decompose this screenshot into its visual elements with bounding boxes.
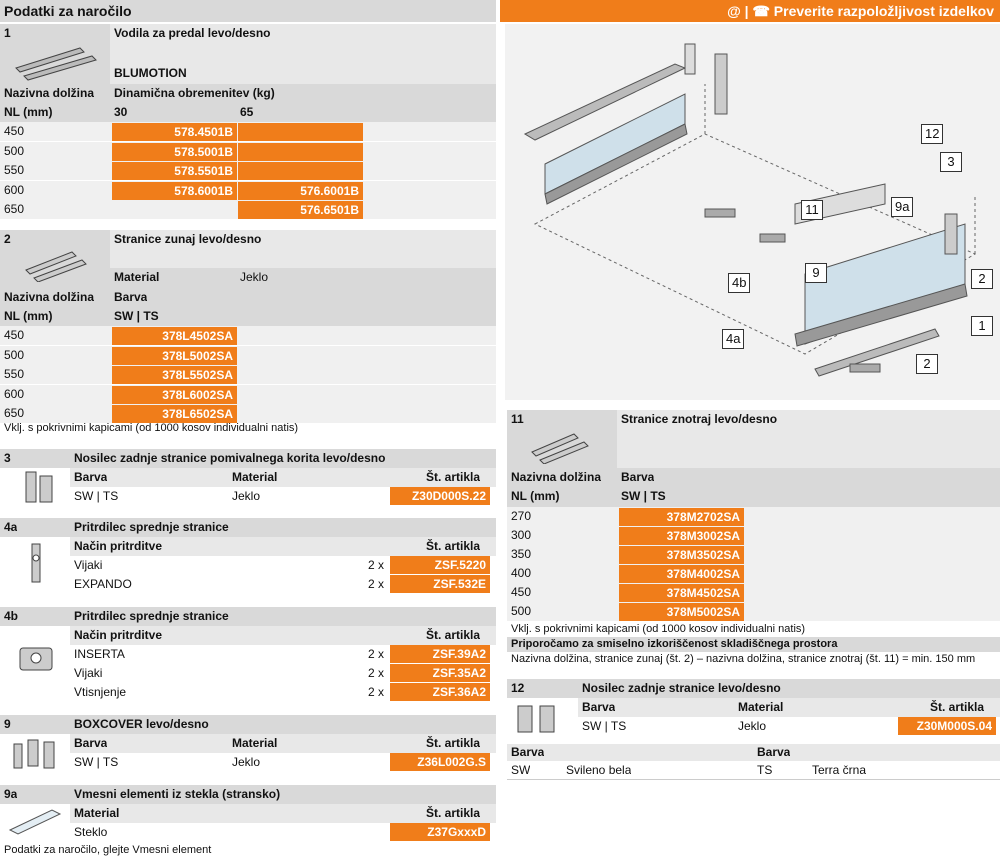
article-number[interactable]: ZSF.36A2 — [390, 683, 490, 701]
col-article: Št. artikla — [426, 539, 481, 553]
section-number: 12 — [511, 681, 525, 695]
section-number: 9a — [4, 787, 18, 801]
nl-value: 650 — [4, 202, 25, 216]
legend-code: SW — [511, 763, 531, 777]
nl-value: 350 — [511, 547, 532, 561]
article-number[interactable]: Z37GxxxD — [390, 823, 490, 841]
article-number[interactable]: ZSF.35A2 — [390, 664, 490, 682]
col-color: Barva — [114, 290, 148, 304]
quantity: 2 x — [368, 647, 385, 661]
nl-value: 500 — [4, 347, 25, 362]
nl-value: 600 — [4, 182, 25, 197]
color-value: SW | TS — [582, 719, 627, 733]
article-number — [238, 123, 363, 141]
section-number: 11 — [511, 412, 524, 426]
diagram-callout: 9 — [805, 263, 827, 283]
col-article: Št. artikla — [426, 628, 481, 642]
article-number[interactable]: 578.4501B — [112, 123, 237, 141]
diagram-callout: 12 — [921, 124, 943, 144]
col-material: Material — [232, 470, 278, 484]
section-title: Pritrdilec sprednje stranice — [74, 520, 229, 534]
nl-value: 400 — [511, 566, 532, 580]
drawer-runner-icon — [10, 42, 102, 82]
col-article: Št. artikla — [426, 806, 481, 820]
section-title: BOXCOVER levo/desno — [74, 717, 209, 731]
nl-value: 500 — [4, 143, 25, 158]
article-number — [238, 162, 363, 180]
col-article: Št. artikla — [426, 470, 481, 484]
article-number[interactable]: ZSF.39A2 — [390, 645, 490, 663]
col-nominal-length: Nazivna dolžina — [4, 86, 95, 100]
nl-value: 650 — [4, 406, 25, 420]
section-note: Vklj. s pokrivnimi kapicami (od 1000 kosov individualni natis) — [4, 422, 299, 434]
article-number[interactable]: 578.5501B — [112, 162, 237, 180]
col-material: Material — [738, 700, 784, 714]
article-number[interactable]: Z30D000S.22 — [390, 487, 490, 505]
legend-header: Barva — [511, 745, 545, 759]
legend-header: Barva — [757, 745, 791, 759]
nl-value: 450 — [4, 124, 25, 138]
section-title: Vmesni elementi iz stekla (stransko) — [74, 787, 281, 801]
color-value: SW | TS — [74, 755, 119, 769]
article-number[interactable]: ZSF.5220 — [390, 556, 490, 574]
fixing-method: EXPANDO — [74, 577, 132, 591]
diagram-callout: 2 — [971, 269, 993, 289]
col-nl: NL (mm) — [511, 489, 560, 503]
article-number[interactable]: Z36L002G.S — [390, 753, 490, 771]
article-number[interactable]: 378M3002SA — [619, 527, 744, 545]
article-number[interactable]: 378M4002SA — [619, 565, 744, 583]
col-material: Material — [74, 806, 120, 820]
col-article: Št. artikla — [426, 736, 481, 750]
recommendation-text: Nazivna dolžina, stranice zunaj (št. 2) – nazivna dolžina, stranice znotraj (št. 11) = min. 150 mm — [511, 653, 976, 665]
glass-element-icon — [6, 806, 64, 836]
article-number[interactable]: 576.6501B — [238, 201, 363, 219]
col-nl: NL (mm) — [4, 105, 53, 119]
nl-value: 450 — [511, 585, 532, 599]
col-color: Barva — [74, 470, 108, 484]
color-code: SW | TS — [114, 309, 159, 323]
diagram-callout: 9a — [891, 197, 913, 217]
diagram-callout: 4a — [722, 329, 744, 349]
recommendation-title: Priporočamo za smiselno izkoriščenost skladiščnega prostora — [511, 638, 838, 650]
back-bracket-icon — [512, 700, 568, 736]
section-number: 3 — [4, 451, 11, 465]
material-value: Jeklo — [232, 755, 261, 769]
material-value: Steklo — [74, 825, 108, 839]
section-title: Pritrdilec sprednje stranice — [74, 609, 229, 623]
article-number — [238, 143, 363, 161]
article-number[interactable]: Z30M000S.04 — [898, 717, 996, 735]
article-number[interactable]: 378L5002SA — [112, 347, 237, 365]
nl-value: 600 — [4, 386, 25, 401]
diagram-callout: 2 — [916, 354, 938, 374]
legend-code: TS — [757, 763, 773, 777]
col-fixing-method: Način pritrditve — [74, 539, 163, 553]
article-number[interactable]: 378L4502SA — [112, 327, 237, 345]
section-title: Stranice znotraj levo/desno — [621, 412, 778, 426]
fixing-method: Vtisnjenje — [74, 685, 127, 699]
legend-name: Terra črna — [812, 763, 867, 777]
quantity: 2 x — [368, 558, 385, 572]
nl-value: 270 — [511, 509, 532, 523]
nl-value: 450 — [4, 328, 25, 342]
section-title: Nosilec zadnje stranice levo/desno — [582, 681, 781, 695]
nl-value: 550 — [4, 367, 25, 381]
article-number[interactable]: 578.5001B — [112, 143, 237, 161]
section-number: 4b — [4, 609, 19, 623]
nl-value: 550 — [4, 163, 25, 177]
outer-side-icon — [22, 248, 92, 282]
diagram-callout: 11 — [801, 200, 823, 220]
material-value: Jeklo — [240, 270, 269, 284]
col-nl: NL (mm) — [4, 309, 53, 323]
col-nominal-length: Nazivna dolžina — [4, 290, 95, 304]
article-number[interactable]: 578.6001B — [112, 182, 237, 200]
load-30: 30 — [114, 105, 128, 119]
article-number[interactable]: 378L6002SA — [112, 386, 237, 404]
material-value: Jeklo — [738, 719, 767, 733]
section-number: 2 — [4, 232, 11, 246]
color-code: SW | TS — [621, 489, 666, 503]
section-note: Podatki za naročilo, glejte Vmesni element — [4, 844, 212, 856]
load-65: 65 — [240, 105, 254, 119]
col-dynamic-load: Dinamična obremenitev (kg) — [114, 86, 275, 100]
section-note: Vklj. s pokrivnimi kapicami (od 1000 kosov individualni natis) — [511, 623, 806, 635]
diagram-callout: 1 — [971, 316, 993, 336]
availability-link[interactable]: @ | ☎ Preverite razpoložljivost izdelkov — [500, 0, 1000, 22]
article-number[interactable]: 378M2702SA — [619, 508, 744, 526]
col-nominal-length: Nazivna dolžina — [511, 470, 602, 484]
fixing-method: INSERTA — [74, 647, 125, 661]
col-color: Barva — [621, 470, 655, 484]
col-color: Barva — [74, 736, 108, 750]
col-article: Št. artikla — [930, 700, 985, 714]
article-number[interactable]: 378L5502SA — [112, 366, 237, 384]
section-number: 9 — [4, 717, 11, 731]
order-data-title: Podatki za naročilo — [0, 0, 496, 22]
inner-side-icon — [528, 428, 598, 464]
legend-name: Svileno bela — [566, 763, 632, 777]
col-color: Barva — [582, 700, 616, 714]
front-fixing-icon — [24, 540, 48, 588]
diagram-callout: 4b — [728, 273, 750, 293]
brand-label: BLUMOTION — [114, 66, 187, 80]
exploded-diagram — [505, 24, 1000, 400]
quantity: 2 x — [368, 577, 385, 591]
material-label: Material — [114, 270, 160, 284]
drawer-assembly-illustration — [505, 24, 1000, 400]
section-number: 1 — [4, 26, 11, 40]
nl-value: 300 — [511, 528, 532, 542]
section-number: 4a — [4, 520, 18, 534]
diagram-callout: 3 — [940, 152, 962, 172]
section-title: Vodila za predal levo/desno — [114, 26, 271, 40]
back-bracket-icon — [22, 468, 58, 506]
quantity: 2 x — [368, 666, 385, 680]
section-title: Stranice zunaj levo/desno — [114, 232, 262, 246]
quantity: 2 x — [368, 685, 385, 699]
front-fixing-bracket-icon — [14, 636, 62, 686]
article-number[interactable]: 576.6001B — [238, 182, 363, 200]
fixing-method: Vijaki — [74, 666, 103, 680]
boxcover-icon — [10, 736, 62, 772]
nl-value: 500 — [511, 604, 532, 618]
article-number[interactable]: 378M5002SA — [619, 603, 744, 621]
article-number[interactable]: 378M4502SA — [619, 584, 744, 602]
article-number[interactable]: 378L6502SA — [112, 405, 237, 423]
article-number[interactable]: 378M3502SA — [619, 546, 744, 564]
fixing-method: Vijaki — [74, 558, 103, 572]
material-value: Jeklo — [232, 489, 261, 503]
section-title: Nosilec zadnje stranice pomivalnega korita levo/desno — [74, 451, 386, 465]
article-number[interactable]: ZSF.532E — [390, 575, 490, 593]
col-material: Material — [232, 736, 278, 750]
color-value: SW | TS — [74, 489, 119, 503]
col-fixing-method: Način pritrditve — [74, 628, 163, 642]
